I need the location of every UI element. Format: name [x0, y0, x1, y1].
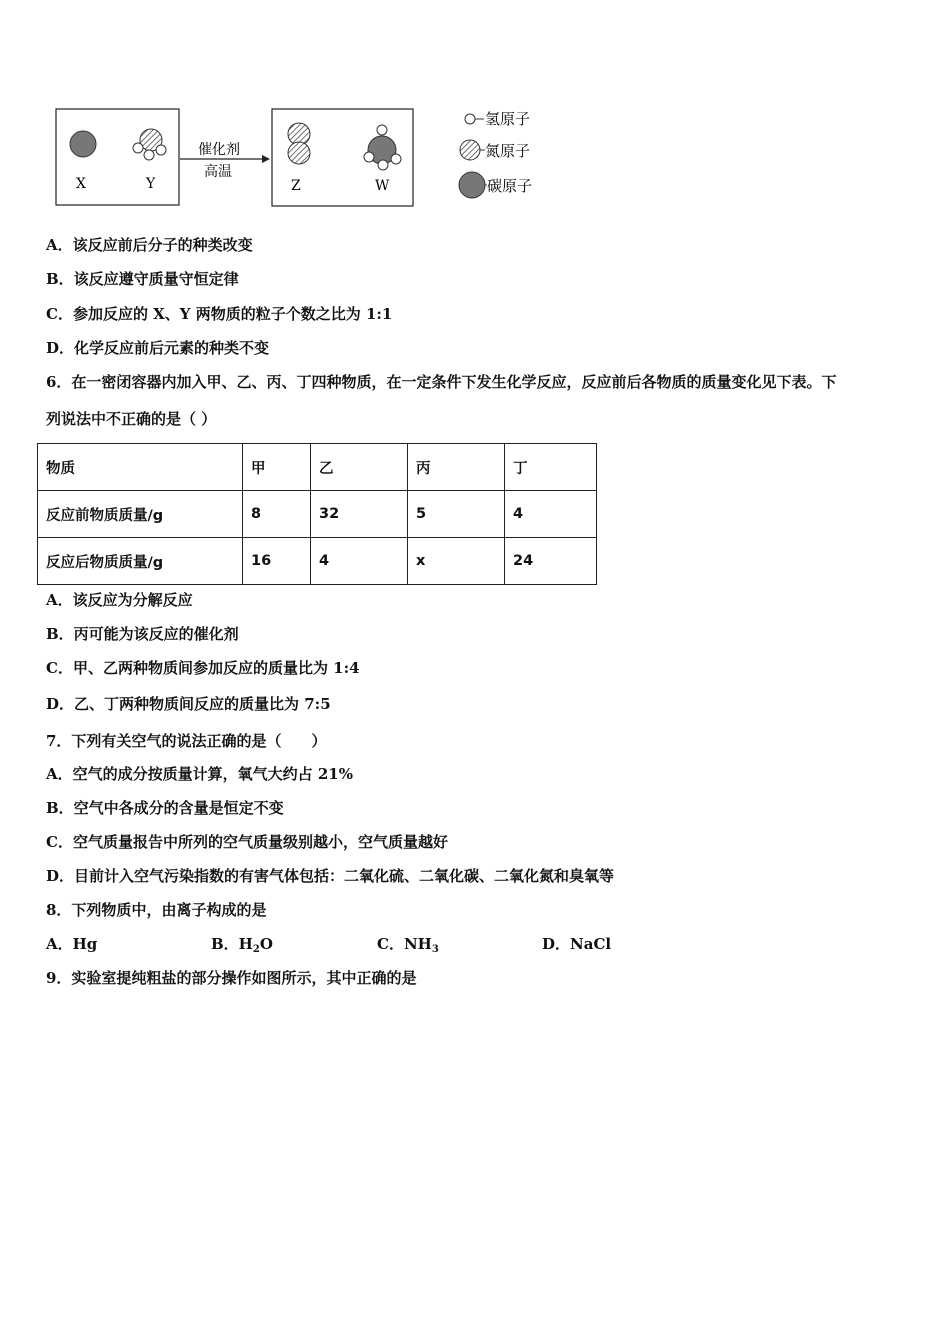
- hydrogen-atom-icon: [465, 114, 475, 124]
- nitrogen-atom-icon: [460, 140, 480, 160]
- q6-option-a: A．该反应为分解反应: [46, 591, 193, 609]
- arrow-label-high-temp: 高温: [204, 164, 232, 180]
- q9-stem: 9．实验室提纯粗盐的部分操作如图所示，其中正确的是: [46, 969, 417, 987]
- q7-stem: 7．下列有关空气的说法正确的是（ ）: [46, 732, 327, 750]
- q6-stem-line2: 列说法中不正确的是（ ）: [46, 410, 217, 428]
- table-cell: 24: [505, 538, 597, 585]
- table-header-cell: 丙: [408, 444, 505, 491]
- q8-option-c-prefix: C．NH: [377, 935, 432, 953]
- legend-carbon-label: 碳原子: [487, 177, 533, 195]
- q8-option-b-subscript: 2: [252, 944, 260, 955]
- legend-hydrogen-label: 氢原子: [485, 110, 531, 128]
- q5-option-b: B．该反应遵守质量守恒定律: [46, 270, 239, 288]
- arrow-label-catalyst: 催化剂: [198, 142, 240, 158]
- label-y: Y: [146, 176, 156, 192]
- q8-option-b-prefix: B．H: [211, 935, 253, 953]
- q7-option-c: C．空气质量报告中所列的空气质量级别越小，空气质量越好: [46, 833, 448, 851]
- q8-option-b-suffix: O: [259, 935, 273, 953]
- table-cell: 反应前物质质量/g: [38, 491, 243, 538]
- q7-option-b: B．空气中各成分的含量是恒定不变: [46, 799, 284, 817]
- q7-option-d: D．目前计入空气污染指数的有害气体包括：二氧化硫、二氧化碳、二氧化氮和臭氧等: [46, 867, 615, 885]
- label-z: Z: [291, 178, 301, 194]
- q5-option-c: C．参加反应的 X、Y 两物质的粒子个数之比为 1:1: [46, 305, 393, 323]
- label-x: X: [76, 176, 86, 192]
- q8-stem: 8．下列物质中，由离子构成的是: [46, 901, 267, 919]
- legend-carbon: [459, 172, 532, 198]
- table-header-cell: 物质: [38, 444, 243, 491]
- table-row: [38, 491, 597, 538]
- table-cell: x: [408, 538, 505, 585]
- carbon-atom-icon: [459, 172, 485, 198]
- q6-stem-line1: 6．在一密闭容器内加入甲、乙、丙、丁四种物质，在一定条件下发生化学反应，反应前后各物质的质量变化见下表。下: [46, 373, 837, 391]
- table-header-cell: 丁: [505, 444, 597, 491]
- legend-hydrogen: [465, 110, 530, 128]
- table-row: [38, 538, 597, 585]
- q8-option-b: [211, 933, 273, 955]
- label-w: W: [375, 178, 390, 194]
- q6-option-c: C．甲、乙两种物质间参加反应的质量比为 1:4: [46, 659, 360, 677]
- table-cell: 4: [505, 491, 597, 538]
- q7-option-a: A．空气的成分按质量计算，氧气大约占 21%: [46, 765, 353, 783]
- q8-option-c: [377, 933, 439, 955]
- q5-option-d: D．化学反应前后元素的种类不变: [46, 339, 270, 357]
- table-cell: 4: [311, 538, 408, 585]
- carbon-atom-x: [70, 131, 96, 157]
- q6-option-d: D．乙、丁两种物质间反应的质量比为 7:5: [46, 695, 331, 713]
- table-cell: 5: [408, 491, 505, 538]
- table-header-row: [38, 444, 597, 491]
- q5-option-a: A．该反应前后分子的种类改变: [46, 236, 253, 254]
- table-cell: 16: [243, 538, 311, 585]
- ammonia-molecule-y: [133, 129, 166, 160]
- methane-molecule-w: [364, 125, 401, 170]
- nitrogen-molecule-z: [288, 123, 310, 164]
- table-cell: 8: [243, 491, 311, 538]
- arrow-head: [262, 155, 270, 163]
- reaction-diagram: [54, 104, 574, 214]
- table-cell: 反应后物质质量/g: [38, 538, 243, 585]
- mass-change-table: [37, 443, 597, 585]
- q8-option-a: A．Hg: [46, 935, 98, 953]
- table-header-cell: 甲: [243, 444, 311, 491]
- legend-nitrogen: [460, 140, 530, 160]
- table-cell: 32: [311, 491, 408, 538]
- q8-option-c-subscript: 3: [431, 944, 439, 955]
- legend-nitrogen-label: 氮原子: [485, 142, 531, 160]
- q6-option-b: B．丙可能为该反应的催化剂: [46, 625, 239, 643]
- table-header-cell: 乙: [311, 444, 408, 491]
- q8-option-d: D．NaCl: [542, 935, 612, 953]
- reactant-box: [56, 109, 179, 205]
